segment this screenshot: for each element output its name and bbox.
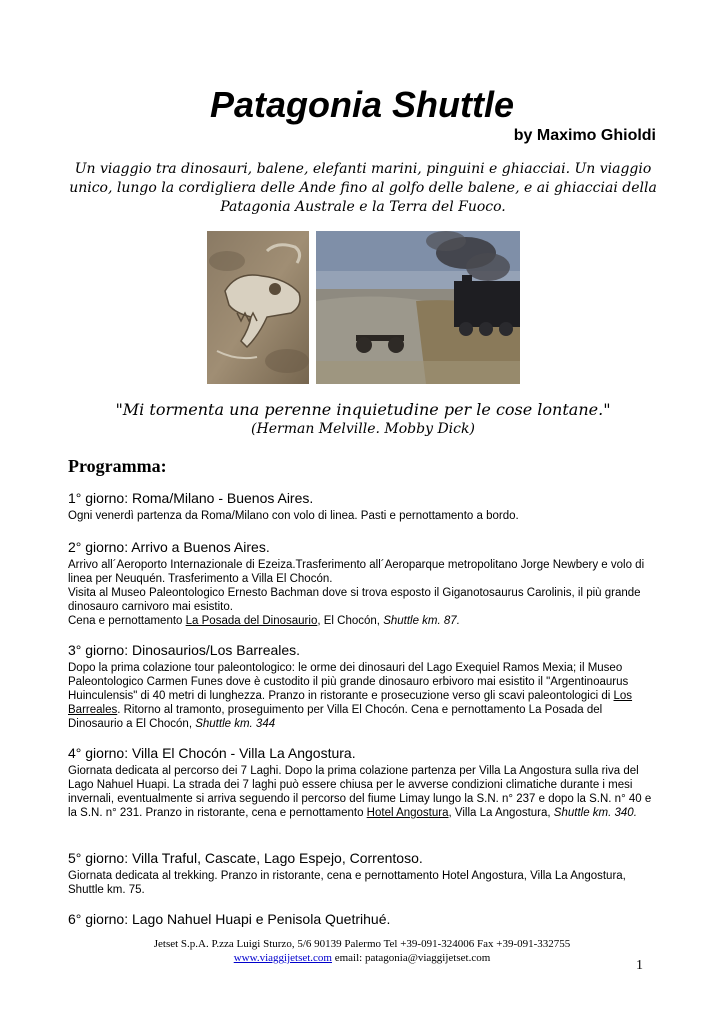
dinosaur-fossil-photo <box>207 231 309 384</box>
day-title: 1° giorno: Roma/Milano - Buenos Aires. <box>68 490 314 506</box>
day-title: 4° giorno: Villa El Chocón - Villa La Angostura. <box>68 745 356 761</box>
day-title: 2° giorno: Arrivo a Buenos Aires. <box>68 539 270 555</box>
day-description-part: Dopo la prima colazione tour paleontologico: le orme dei dinosauri del Lago Exequiel Ramos Mexia; il Museo Paleontologico Carmen Funes dove è custodito il più grande dinosauro erbivoro mai esistito il "Argentinoaurus Huinculensis" di 40 metri di lunghezza. Pranzo in ristorante e prosecuzione verso gli scavi paleontologici di <box>68 662 629 702</box>
footer-address: Jetset S.p.A. P.zza Luigi Sturzo, 5/6 90139 Palermo Tel +39-091-324006 Fax +39-091-332755 <box>153 938 571 950</box>
day-title: 6° giorno: Lago Nahuel Huapi e Penisola Quetrihué. <box>68 911 391 927</box>
shuttle-distance: Shuttle km. 87. <box>383 615 460 627</box>
day-title: 3° giorno: Dinosaurios/Los Barreales. <box>68 642 301 658</box>
website-link[interactable]: www.viaggijetset.com <box>233 952 332 964</box>
author-byline: by Maximo Ghioldi <box>513 127 656 144</box>
footer-email: email: patagonia@viaggijetset.com <box>331 952 491 964</box>
day-4 <box>68 745 658 820</box>
intro-paragraph: Un viaggio tra dinosauri, balene, elefanti marini, pinguini e ghiacciai. Un viaggio unico, lungo la cordigliera delle Ande fino al golfo delle balene, e ai ghiacciai della Patagonia Australe e la Terra del Fuoco. <box>69 161 657 215</box>
day-description <box>68 558 658 628</box>
excavation-link[interactable]: Los Barreales <box>68 690 633 716</box>
day-description-part: Giornata dedicata al percorso dei 7 Laghi. Dopo la prima colazione partenza per Villa La Angostura sulla riva del Lago Nahuel Huapi. La strada dei 7 laghi può essere chiusa per le avverse condizioni climatiche durante i mesi invernali, eventualmente si arriva seguendo il percorso del fiume Limay lungo la S.N. n° 237 e dopo la S.N. n° 40 e la S.N. n° 231. Pranzo in ristorante, cena e pernottamento <box>68 765 652 819</box>
day-description-part: , El Chocón, <box>317 615 384 627</box>
page-number: 1 <box>636 958 643 973</box>
shuttle-distance: Shuttle km. 344 <box>195 718 276 730</box>
day-3 <box>68 642 658 731</box>
day-description-part: . Ritorno al tramonto, proseguimento per Villa El Chocón. Cena e pernottamento La Posada del Dinosaurio a El Chocón, <box>68 704 603 730</box>
document-title: Patagonia Shuttle <box>209 84 515 125</box>
quote-text: "Mi tormenta una perenne inquietudine per le cose lontane." <box>115 400 611 419</box>
quote-source: (Herman Melville. Mobby Dick) <box>251 421 475 437</box>
day-description-part: , Villa La Angostura, <box>448 807 554 819</box>
day-6 <box>68 911 658 930</box>
day-description: Ogni venerdì partenza da Roma/Milano con volo di linea. Pasti e pernottamento a bordo. <box>68 510 519 522</box>
day-description <box>68 661 658 731</box>
hotel-link[interactable]: La Posada del Dinosaurio <box>185 615 318 627</box>
day-1 <box>68 490 658 523</box>
day-description-part: Arrivo all´Aeroporto Internazionale di Ezeiza.Trasferimento all´Aeroparque metropolitano Jorge Newbery e volo di linea per Neuquén. Trasferimento a Villa El Chocón. <box>68 559 645 585</box>
day-description-part: Cena e pernottamento <box>68 615 186 627</box>
shuttle-distance: Shuttle km. 340. <box>553 807 637 819</box>
day-5 <box>68 850 658 897</box>
footer <box>0 937 724 965</box>
day-description-part: Visita al Museo Paleontologico Ernesto Bachman dove si trova esposto il Giganotosaurus Carolinis, il più grande dinosauro carnivoro mai esistito. <box>68 587 641 613</box>
program-heading: Programma: <box>68 456 167 476</box>
footer-contacts <box>0 951 724 965</box>
day-description: Giornata dedicata al trekking. Pranzo in ristorante, cena e pernottamento Hotel Angostura, Villa La Angostura, Shuttle km. 75. <box>68 870 626 896</box>
day-description <box>68 764 658 820</box>
steam-train-photo <box>316 231 520 384</box>
hotel-link[interactable]: Hotel Angostura <box>366 807 449 819</box>
day-title: 5° giorno: Villa Traful, Cascate, Lago Espejo, Correntoso. <box>68 850 423 866</box>
day-2 <box>68 539 658 628</box>
